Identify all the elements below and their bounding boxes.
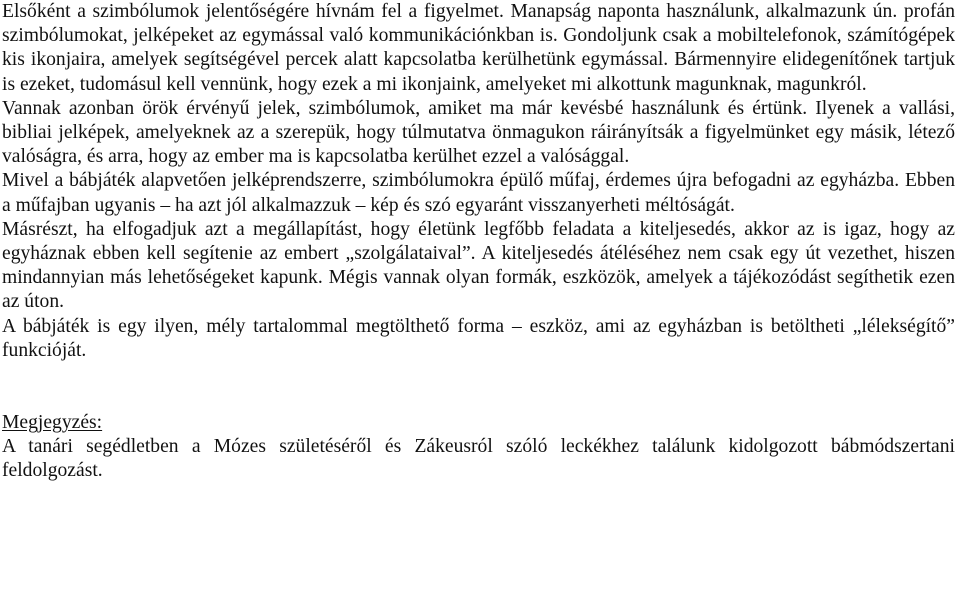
- section-spacer: [2, 363, 955, 411]
- paragraph-symbols-intro: Elsőként a szimbólumok jelentőségére hívnám fel a figyelmet. Manapság naponta használunk, alkalmazunk ún. profán szimbólumokat, jelképeket az egymással való kommunikációnkban is. Gondoljunk csak a mobiltelefonok, számítógépek kis ikonjaira, amelyek segítségével percek alatt kapcsolatba kerülhetünk egymással. Bármennyire elidegenítőnek tartjuk is ezeket, tudomásul kell vennünk, hogy ezek a mi ikonjaink, amelyeket mi alkottunk magunknak, magunkról.: [2, 1, 955, 95]
- document-page: [2, 0, 955, 602]
- note-heading: Megjegyzés:: [2, 412, 103, 434]
- paragraph-puppetry-genre: Mivel a bábjáték alapvetően jelképrendszerre, szimbólumokra épülő műfaj, érdemes újra befogadni az egyházba. Ebben a műfajban ugyanis – ha azt jól alkalmazzuk – kép és szó egyaránt visszanyerheti méltóságát.: [2, 170, 955, 216]
- paragraph-puppetry-function: A bábjáték is egy ilyen, mély tartalommal megtölthető forma – eszköz, ami az egyházban is betöltheti „lélekségítő” funkcióját.: [2, 315, 955, 361]
- note-text: A tanári segédletben a Mózes születéséről és Zákeusról szóló leckékhez találunk kidolgozott bábmódszertani feldolgozást.: [2, 436, 955, 482]
- paragraph-eternal-symbols: Vannak azonban örök érvényű jelek, szimbólumok, amiket ma már kevésbé használunk és értünk. Ilyenek a vallási, bibliai jelképek, amelyeknek az a szerepük, hogy túlmutatva önmagukon ráirányítsák a figyelmünket egy másik, létező valóságra, és arra, hogy az ember ma is kapcsolatba kerülhet ezzel a valósággal.: [2, 97, 955, 168]
- paragraph-fulfillment: Másrészt, ha elfogadjuk azt a megállapítást, hogy életünk legfőbb feladata a kiteljesedés, akkor az is igaz, hogy az egyháznak ebben kell segítenie az embert „szolgálataival”. A kiteljesedés átéléséhez nem csak egy út vezethet, hiszen mindannyian más lehetőségeket kapunk. Mégis vannak olyan formák, eszközök, amelyek a tájékozódást segíthetik ezen az úton.: [2, 218, 955, 313]
